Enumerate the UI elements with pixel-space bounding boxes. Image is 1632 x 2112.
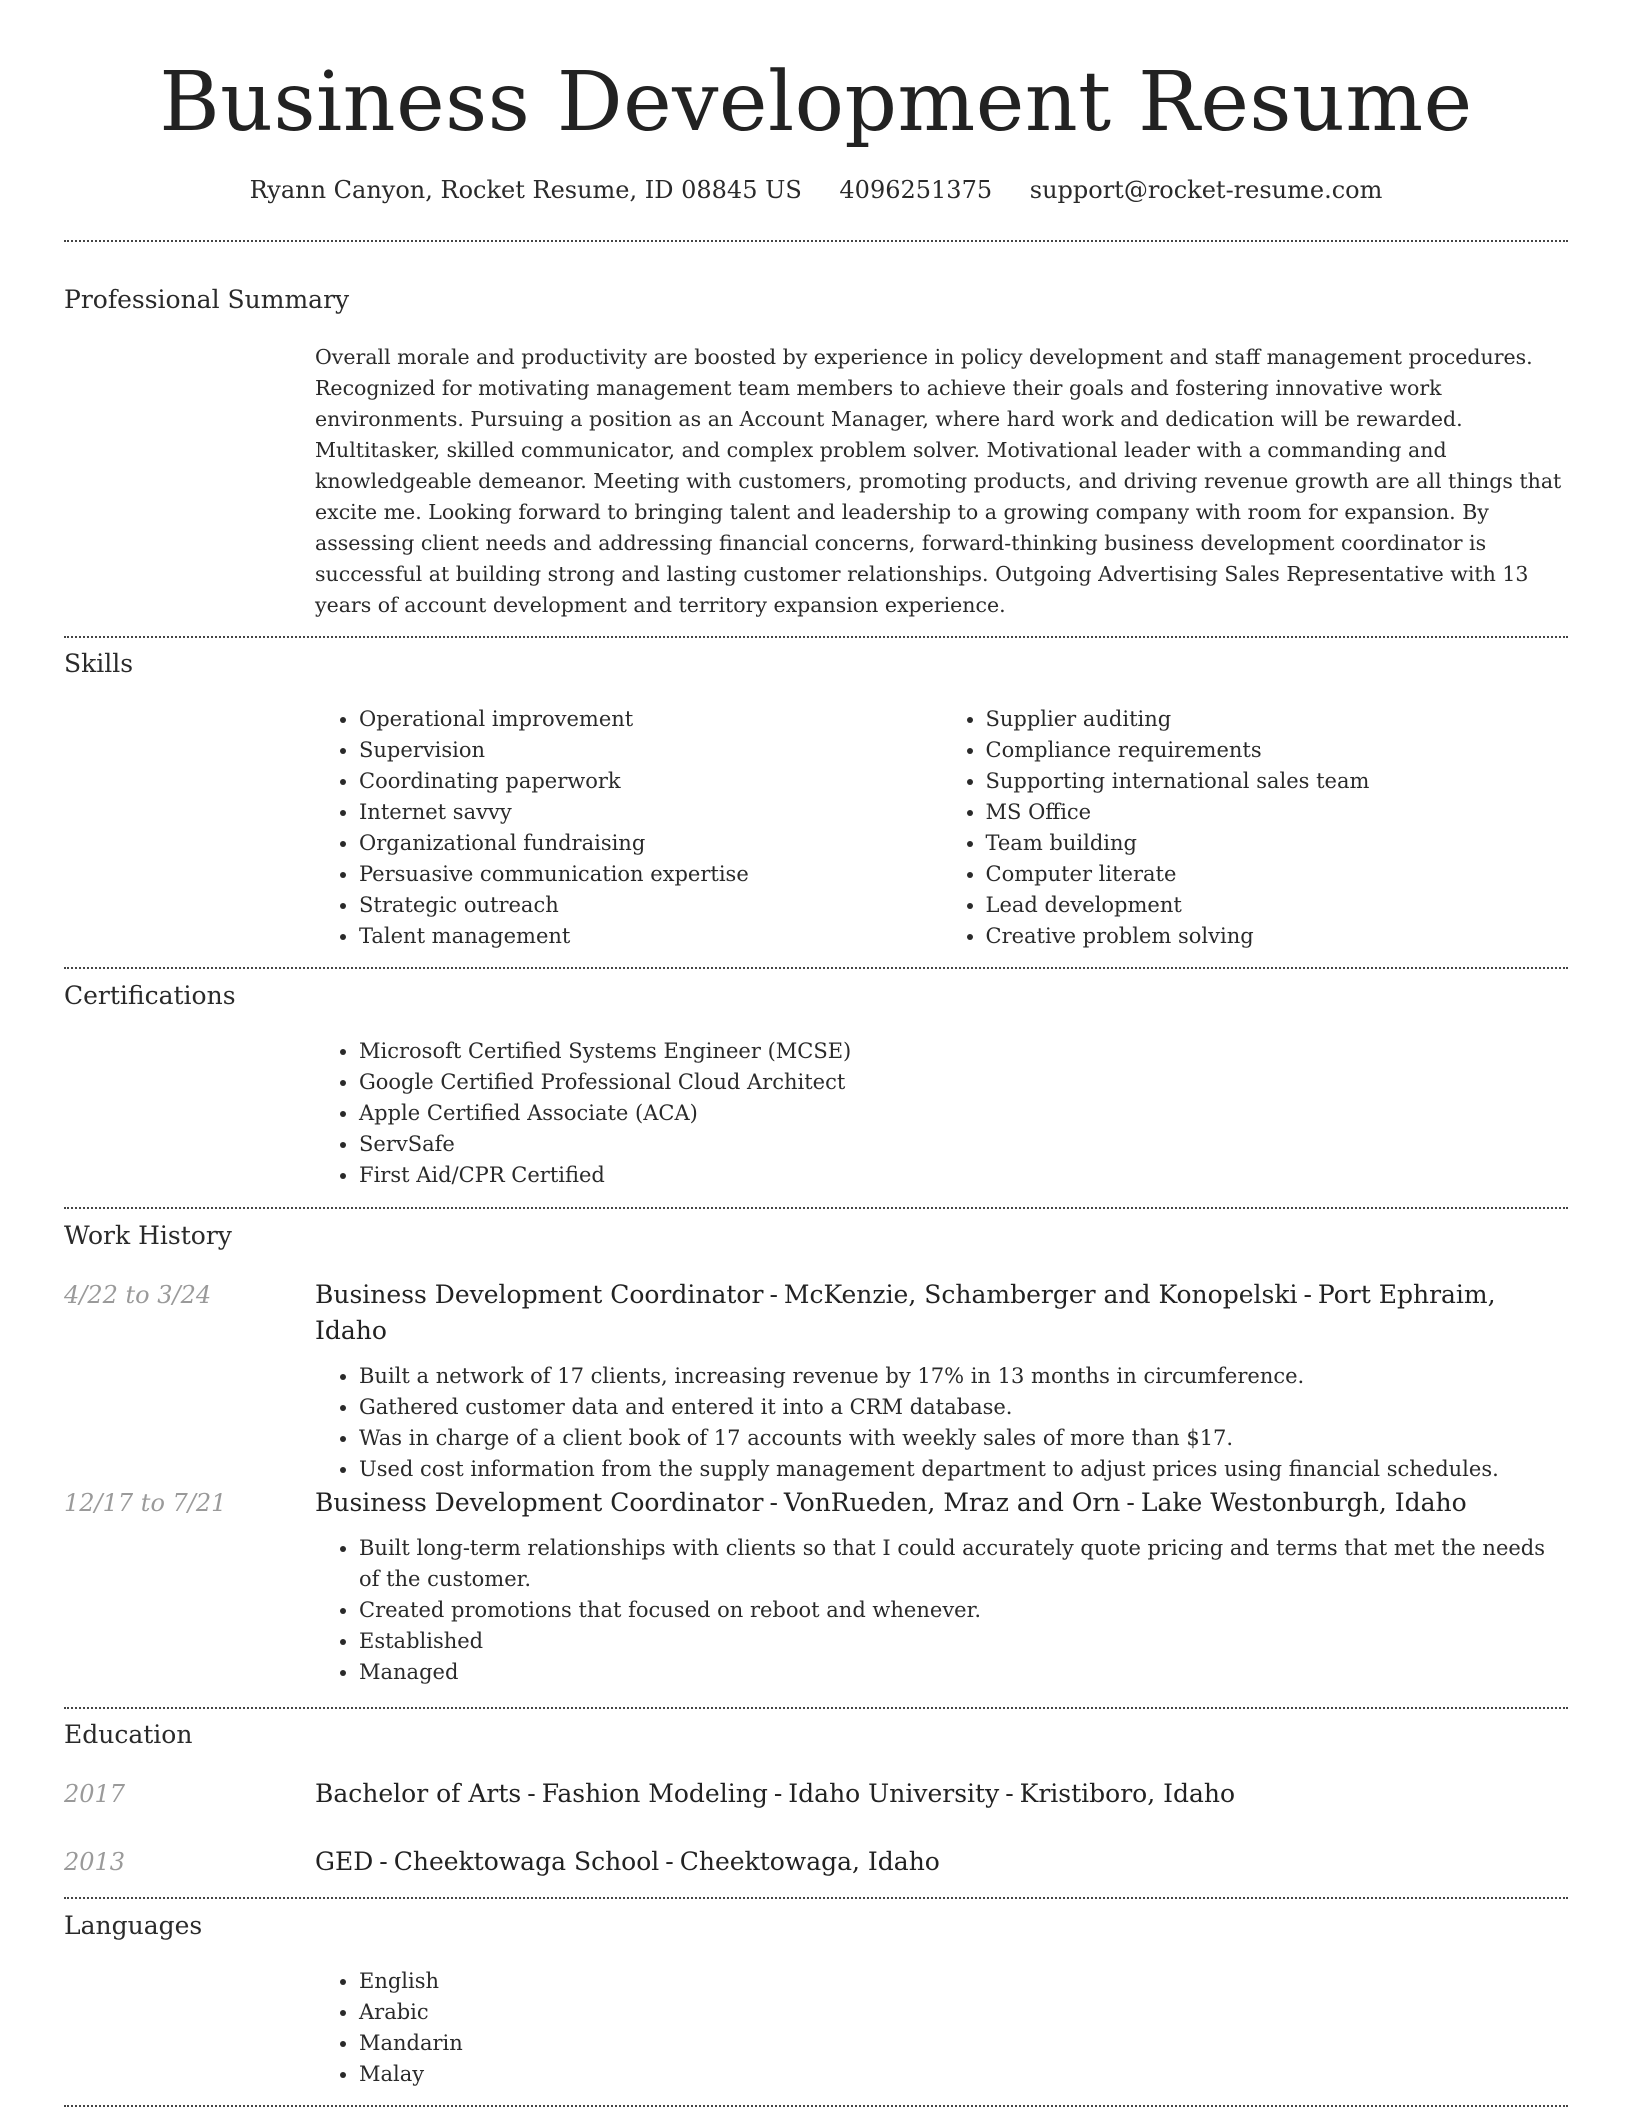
education-location: Cheektowaga, Idaho [679, 1847, 940, 1876]
divider [64, 967, 1568, 969]
summary-block [315, 342, 1568, 621]
job-bullet: • Gathered customer data and entered it into a CRM database. [359, 1392, 1568, 1423]
job-bullets [315, 1533, 1568, 1688]
education-school: Cheektowaga School [393, 1847, 660, 1876]
education-entry [315, 1776, 1568, 1812]
separator: - [769, 1488, 778, 1517]
skill-item: • Internet savvy [359, 797, 942, 828]
language-item: • Malay [359, 2059, 1568, 2090]
separator: - [773, 1779, 783, 1808]
certification-item: • Apple Certified Associate (ACA) [359, 1098, 1568, 1129]
summary-text: Overall morale and productivity are boosted by experience in policy development and staff management procedures. Recognized for motivating management team members to achieve their goals and fostering innovative work environments. Pursuing a position as an Account Manager, where hard work and dedication will be rewarded. Multitasker, skilled communicator, and complex problem solver. Motivational leader with a commanding and knowledgeable demeanor. Meeting with customers, promoting products, and driving revenue growth are all things that excite me. Looking forward to bringing talent and leadership to a growing company with room for expansion. By assessing client needs and addressing financial concerns, forward-thinking business development coordinator is successful at building strong and lasting customer relationships. Outgoing Advertising Sales Representative with 13 years of account development and territory expansion experience. [315, 345, 1562, 617]
certification-item: • First Aid/CPR Certified [359, 1160, 1568, 1191]
languages-block [315, 1966, 1568, 2090]
certification-item: • Microsoft Certified Systems Engineer (MCSE) [359, 1036, 1568, 1067]
divider [64, 240, 1568, 242]
skill-item: • Operational improvement [359, 704, 942, 735]
contact-address: Ryann Canyon, Rocket Resume, ID 08845 US [249, 176, 802, 204]
language-item: • Mandarin [359, 2028, 1568, 2059]
job-entry [315, 1277, 1568, 1485]
divider [64, 636, 1568, 638]
separator: - [527, 1779, 536, 1808]
job-title: Business Development Coordinator [315, 1280, 764, 1309]
separator: - [1303, 1280, 1312, 1309]
separator: - [665, 1847, 674, 1876]
skill-item: • Talent management [359, 921, 942, 952]
education-school: Idaho University [788, 1779, 1000, 1808]
job-location: Lake Westonburgh, Idaho [1140, 1488, 1467, 1517]
divider [64, 1207, 1568, 1209]
education-degree: GED [315, 1847, 374, 1876]
section-heading-certifications: Certifications [64, 981, 236, 1010]
separator: - [379, 1847, 388, 1876]
education-entry [315, 1844, 1568, 1880]
skill-item: • Strategic outreach [359, 890, 942, 921]
skill-item: • Creative problem solving [986, 921, 1569, 952]
separator: - [1126, 1488, 1135, 1517]
skill-item: • Lead development [986, 890, 1569, 921]
job-dates: 12/17 to 7/21 [64, 1489, 227, 1517]
certifications-list [315, 1036, 1568, 1191]
separator: - [769, 1280, 778, 1309]
education-field: Fashion Modeling [541, 1779, 768, 1808]
job-bullet: • Created promotions that focused on reboot and whenever. [359, 1595, 1568, 1626]
job-bullet: • Managed [359, 1657, 1568, 1688]
skills-list-left [315, 704, 942, 952]
certifications-block [315, 1036, 1568, 1191]
job-bullets [315, 1361, 1568, 1485]
certification-item: • Google Certified Professional Cloud Architect [359, 1067, 1568, 1098]
job-heading [315, 1485, 1568, 1521]
job-bullet: • Used cost information from the supply management department to adjust prices using financial schedules. [359, 1454, 1568, 1485]
skill-item: • Supplier auditing [986, 704, 1569, 735]
skill-item: • Coordinating paperwork [359, 766, 942, 797]
certification-item: • ServSafe [359, 1129, 1568, 1160]
education-location: Kristiboro, Idaho [1019, 1779, 1236, 1808]
language-item: • Arabic [359, 1997, 1568, 2028]
skill-item: • Organizational fundraising [359, 828, 942, 859]
section-heading-work-history: Work History [64, 1221, 232, 1250]
separator: - [1005, 1779, 1014, 1808]
section-heading-summary: Professional Summary [64, 285, 350, 314]
job-bullet: • Built a network of 17 clients, increasing revenue by 17% in 13 months in circumference. [359, 1361, 1568, 1392]
section-heading-languages: Languages [64, 1911, 203, 1940]
divider [64, 1707, 1568, 1709]
education-year: 2017 [64, 1780, 126, 1808]
section-heading-skills: Skills [64, 649, 134, 678]
education-year: 2013 [64, 1848, 126, 1876]
languages-list [315, 1966, 1568, 2090]
skill-item: • Computer literate [986, 859, 1569, 890]
job-dates: 4/22 to 3/24 [64, 1281, 212, 1309]
resume-title: Business Development Resume [159, 55, 1473, 150]
education-degree: Bachelor of Arts [315, 1779, 522, 1808]
skill-item: • Supporting international sales team [986, 766, 1569, 797]
job-title: Business Development Coordinator [315, 1488, 764, 1517]
job-entry [315, 1485, 1568, 1688]
skill-item: • Persuasive communication expertise [359, 859, 942, 890]
skill-item: • Compliance requirements [986, 735, 1569, 766]
divider [64, 1897, 1568, 1899]
job-company: VonRueden, Mraz and Orn [783, 1488, 1121, 1517]
skill-item: • Team building [986, 828, 1569, 859]
skills-block [315, 704, 1568, 952]
skill-item: • MS Office [986, 797, 1569, 828]
job-bullet: • Was in charge of a client book of 17 accounts with weekly sales of more than $17. [359, 1423, 1568, 1454]
language-item: • English [359, 1966, 1568, 1997]
skill-item: • Supervision [359, 735, 942, 766]
job-company: McKenzie, Schamberger and Konopelski [783, 1280, 1298, 1309]
job-bullet: • Established [359, 1626, 1568, 1657]
job-location: Port Ephraim, Idaho [315, 1280, 1496, 1345]
contact-phone: 4096251375 [839, 176, 993, 204]
skills-list-right [942, 704, 1569, 952]
contact-line [0, 170, 1632, 210]
section-heading-education: Education [64, 1720, 193, 1749]
contact-email: support@rocket-resume.com [1029, 176, 1383, 204]
job-bullet: • Built long-term relationships with clients so that I could accurately quote pricing and terms that met the needs of the customer. [359, 1533, 1568, 1595]
job-heading [315, 1277, 1568, 1349]
divider [64, 2105, 1568, 2107]
